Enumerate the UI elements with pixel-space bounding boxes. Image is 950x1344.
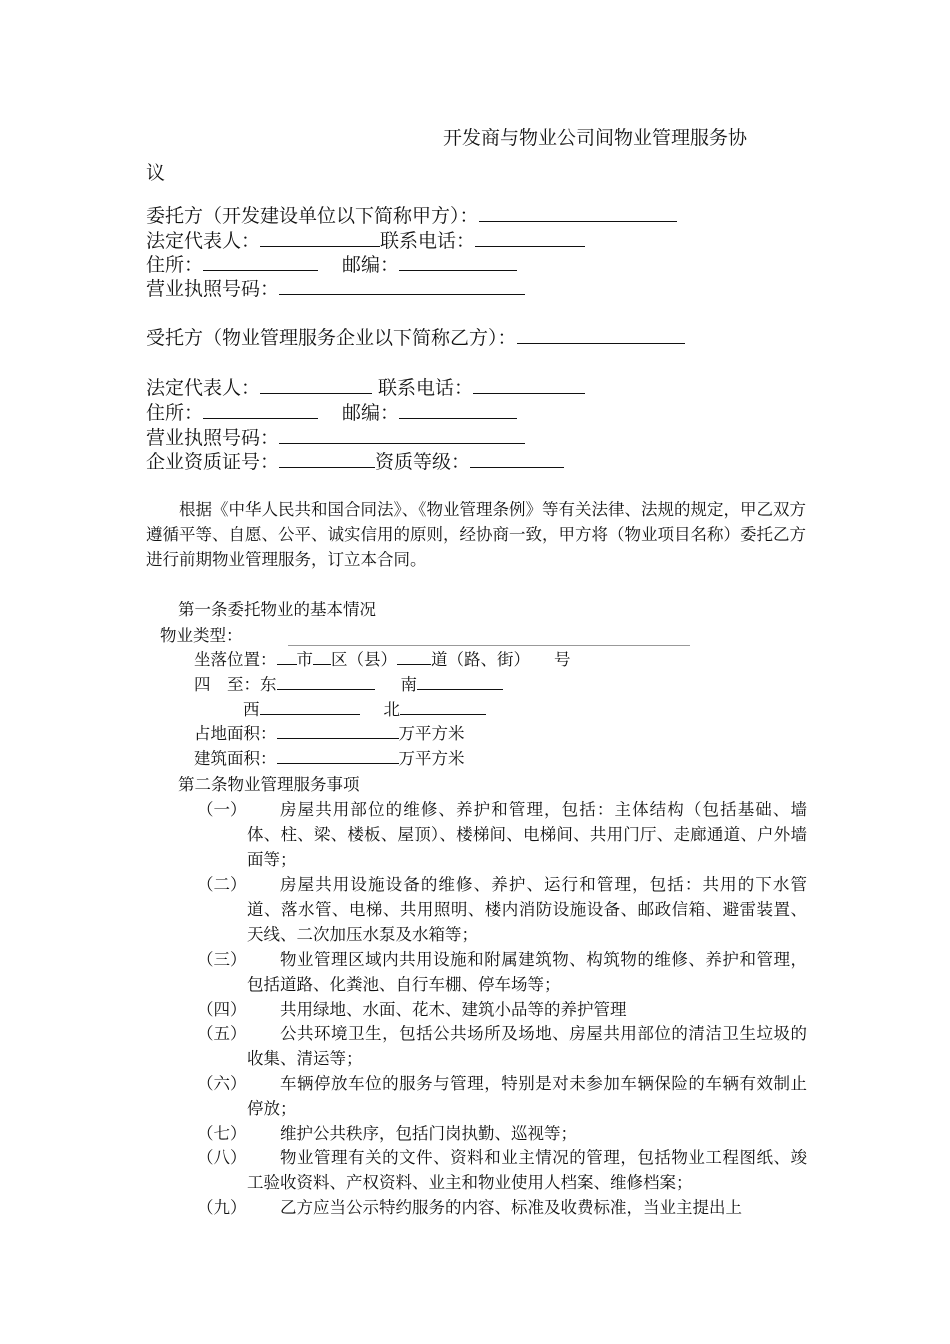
party-b-postcode-field[interactable] (399, 400, 517, 419)
service-item-number: （八） (197, 1148, 247, 1167)
road-label: 道（路、街） (431, 650, 530, 669)
party-b-heading: 受托方（物业管理服务企业以下简称乙方）： (146, 327, 517, 349)
party-a-rep-field[interactable] (260, 228, 380, 247)
address-label: 住所： (146, 402, 204, 424)
party-b-address-line (146, 400, 517, 425)
article-2-heading: 第二条物业管理服务事项 (178, 775, 360, 794)
service-item-number: （五） (197, 1024, 247, 1043)
article-1-heading: 第一条委托物业的基本情况 (178, 600, 376, 619)
land-area-unit: 万平方米 (398, 724, 465, 743)
east-label: 东 (260, 675, 277, 694)
service-item-number: （一） (197, 800, 247, 819)
service-item-number: （四） (197, 1000, 247, 1019)
party-a-address-field[interactable] (203, 252, 318, 271)
location-line (194, 648, 571, 672)
license-label: 营业执照号码： (146, 427, 280, 449)
service-item-text: 物业管理区域内共用设施和附属建筑物、构筑物的维修、养护和管理，包括道路、化粪池、自行车棚、停车场等； (247, 950, 807, 994)
page-title-continued: 议 (146, 162, 166, 184)
party-a-heading-line (146, 203, 677, 228)
party-a-heading: 委托方（开发建设单位以下简称甲方）： (146, 205, 479, 227)
rep-label: 法定代表人： (146, 230, 261, 252)
party-b-qualification-line (146, 449, 564, 474)
postcode-label: 邮编： (342, 254, 400, 276)
address-label: 住所： (146, 254, 204, 276)
party-a-rep-line (146, 228, 585, 253)
district-label: 区（县） (331, 650, 397, 669)
property-type-field[interactable] (288, 645, 690, 646)
party-b-qualification-level-field[interactable] (470, 449, 564, 468)
service-item-text: 维护公共秩序，包括门岗执勤、巡视等； (280, 1124, 577, 1143)
south-label: 南 (400, 675, 417, 694)
qualification-cert-label: 企业资质证号： (146, 451, 280, 473)
party-b-license-line (146, 425, 525, 450)
party-a-license-field[interactable] (279, 276, 525, 295)
party-a-license-line (146, 276, 525, 301)
bounds-label: 四 至： (194, 675, 260, 694)
building-area-field[interactable] (277, 747, 399, 764)
city-label: 市 (296, 650, 313, 669)
east-field[interactable] (277, 673, 375, 690)
bounds-west-north-line (243, 698, 486, 722)
south-field[interactable] (417, 673, 503, 690)
road-field[interactable] (397, 648, 431, 665)
district-field[interactable] (313, 648, 331, 665)
license-label: 营业执照号码： (146, 278, 280, 300)
west-label: 西 (243, 700, 260, 719)
party-b-license-field[interactable] (279, 425, 525, 444)
page-title: 开发商与物业公司间物业管理服务协 (443, 127, 748, 149)
postcode-label: 邮编： (342, 402, 400, 424)
west-field[interactable] (260, 698, 360, 715)
party-b-name-field[interactable] (517, 325, 685, 344)
party-b-rep-line (146, 375, 585, 400)
party-a-address-line (146, 252, 517, 277)
building-area-label: 建筑面积： (194, 749, 277, 768)
party-b-rep-field[interactable] (260, 375, 372, 394)
rep-label: 法定代表人： (146, 377, 261, 399)
service-item-number: （二） (197, 875, 247, 894)
service-item-text: 物业管理有关的文件、资料和业主情况的管理，包括物业工程图纸、竣工验收资料、产权资料、业主和物业使用人档案、维修档案； (247, 1148, 807, 1192)
land-area-line (194, 722, 465, 746)
location-label: 坐落位置： (194, 650, 277, 669)
service-item-text: 房屋共用部位的维修、养护和管理，包括：主体结构（包括基础、墙体、柱、梁、楼板、屋顶）、楼梯间、电梯间、共用门厅、走廊通道、户外墙面等； (247, 800, 807, 869)
service-item-number: （三） (197, 950, 247, 969)
north-label: 北 (383, 700, 400, 719)
qualification-level-label: 资质等级： (375, 451, 471, 473)
phone-label: 联系电话： (380, 230, 476, 252)
city-field[interactable] (277, 648, 297, 665)
party-a-postcode-field[interactable] (399, 252, 517, 271)
service-item-number: （六） (197, 1074, 247, 1093)
service-item-number: （七） (197, 1124, 247, 1143)
building-area-line (194, 747, 465, 771)
party-a-phone-field[interactable] (475, 228, 585, 247)
party-b-heading-line (146, 325, 685, 350)
number-label: 号 (554, 650, 571, 669)
land-area-field[interactable] (277, 722, 399, 739)
service-item-text: 乙方应当公示特约服务的内容、标准及收费标准，当业主提出上 (280, 1198, 742, 1217)
party-b-phone-field[interactable] (473, 375, 585, 394)
service-item-text: 共用绿地、水面、花木、建筑小品等的养护管理 (280, 1000, 627, 1019)
phone-label: 联系电话： (378, 377, 474, 399)
service-item-text: 车辆停放车位的服务与管理，特别是对未参加车辆保险的车辆有效制止停放； (247, 1074, 807, 1118)
party-b-address-field[interactable] (203, 400, 318, 419)
preamble-paragraph: 根据《中华人民共和国合同法》、《物业管理条例》等有关法律、法规的规定，甲乙双方遵循平等、自愿、公平、诚实信用的原则，经协商一致，甲方将（物业项目名称）委托乙方进行前期物业管理服务，订立本合同。 (146, 500, 806, 569)
party-b-qualification-cert-field[interactable] (279, 449, 375, 468)
building-area-unit: 万平方米 (398, 749, 465, 768)
service-item-text: 房屋共用设施设备的维修、养护、运行和管理，包括：共用的下水管道、落水管、电梯、共用照明、楼内消防设施设备、邮政信箱、避雷装置、天线、二次加压水泵及水箱等； (247, 875, 807, 944)
property-type-label: 物业类型： (160, 626, 243, 645)
bounds-east-south-line (194, 673, 503, 697)
land-area-label: 占地面积： (194, 724, 277, 743)
service-item-text: 公共环境卫生，包括公共场所及场地、房屋共用部位的清洁卫生垃圾的收集、清运等； (247, 1024, 807, 1068)
party-a-name-field[interactable] (479, 203, 677, 222)
service-item-number: （九） (197, 1198, 247, 1217)
north-field[interactable] (400, 698, 486, 715)
